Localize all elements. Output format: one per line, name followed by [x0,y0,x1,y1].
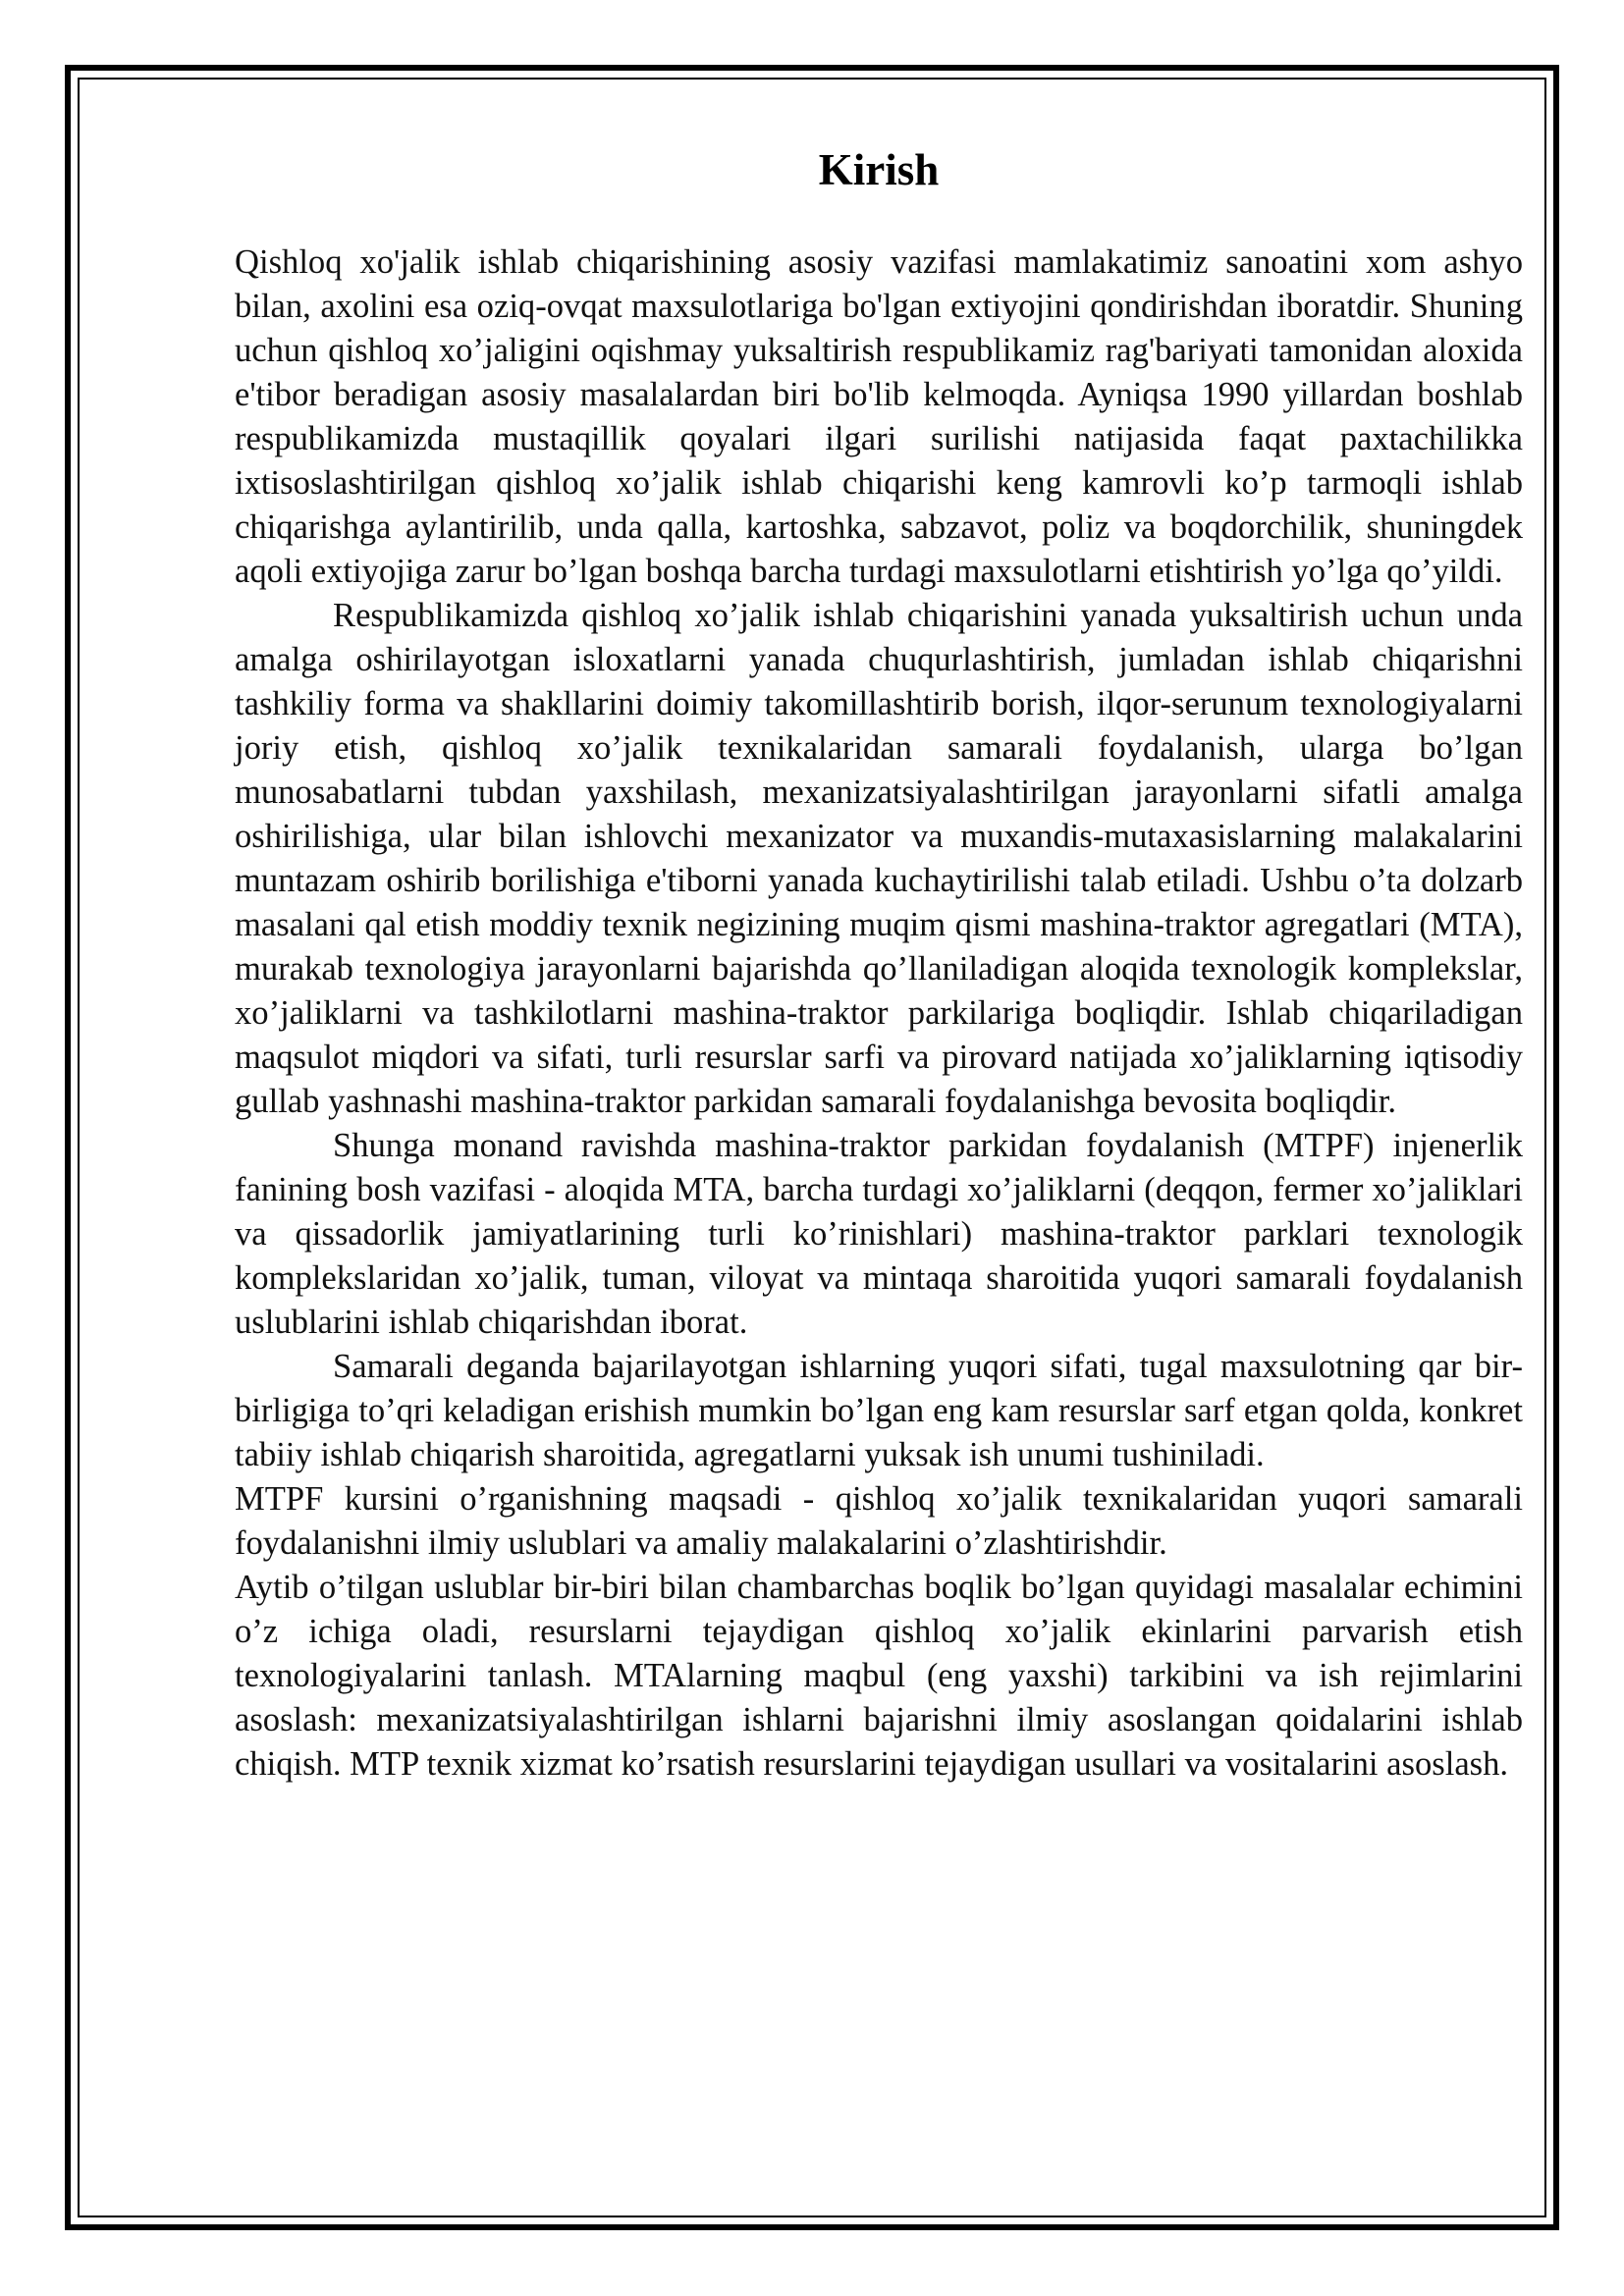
paragraph-3: Shunga monand ravishda mashina-traktor parkidan foydalanish (MTPF) injenerlik fanining bosh vazifasi - aloqida MTA, barcha turdagi xo’jaliklarni (deqqon, fermer xo’jaliklari va qissadorlik jamiyatlarining turli ko’rinishlari) mashina-traktor parklari texnologik komplekslaridan xo’jalik, tuman, viloyat va mintaqa sharoitida yuqori samarali foydalanish uslublarini ishlab chiqarishdan iborat. [235,1127,1523,1341]
paragraph-2: Respublikamizda qishloq xo’jalik ishlab chiqarishini yanada yuksaltirish uchun unda amalga oshirilayotgan isloxatlarni yanada chuqurlashtirish, jumladan ishlab chiqarishni tashkiliy forma va shakllarini doimiy takomillashtirib borish, ilqor-serunum texnologiyalarni joriy etish, qishloq xo’jalik texnikalaridan samarali foydalanish, ularga bo’lgan munosabatlarni tubdan yaxshilash, mexanizatsiyalashtirilgan jarayonlarni sifatli amalga oshirilishiga, ular bilan ishlovchi mexanizator va muxandis-mutaxasislarning malakalarini muntazam oshirib borilishiga e'tiborni yanada kuchaytirilishi talab etiladi. Ushbu o’ta dolzarb masalani qal etish moddiy texnik negizining muqim qismi mashina-traktor agregatlari (MTA), murakab texnologiya jarayonlarni bajarishda qo’llaniladigan aloqida texnologik komplekslar, xo’jaliklarni va tashkilotlarni mashina-traktor parkilariga boqliqdir. Ishlab chiqariladigan maqsulot miqdori va sifati, turli resurslar sarfi va pirovard natijada xo’jaliklarning iqtisodiy gullab yashnashi mashina-traktor parkidan samarali foydalanishga bevosita boqliqdir. [235,597,1523,1120]
paragraph-6: Aytib o’tilgan uslublar bir-biri bilan chambarchas boqlik bo’lgan quyidagi masalalar echimini o’z ichiga oladi, resurslarni tejaydigan qishloq xo’jalik ekinlarini parvarish etish texnologiyalarini tanlash. MTAlarning maqbul (eng yaxshi) tarkibini va ish rejimlarini asoslash: mexanizatsiyalashtirilgan ishlarni bajarishni ilmiy asoslangan qoidalarini ishlab chiqish. MTP texnik xizmat ko’rsatish resurslarini tejaydigan usullari va vositalarini asoslash. [235,1569,1523,1783]
document-title: Kirish [818,145,940,194]
paragraph-5: MTPF kursini o’rganishning maqsadi - qishloq xo’jalik texnikalaridan yuqori samarali foydalanishni ilmiy uslublari va amaliy malakalarini o’zlashtirishdir. [235,1480,1523,1562]
paragraph-4: Samarali deganda bajarilayotgan ishlarning yuqori sifati, tugal maxsulotning qar bir-birligiga to’qri keladigan erishish mumkin bo’lgan eng kam resurslar sarf etgan qolda, konkret tabiiy ishlab chiqarish sharoitida, agregatlarni yuksak ish unumi tushiniladi. [235,1348,1523,1473]
paragraph-1: Qishloq xo'jalik ishlab chiqarishining asosiy vazifasi mamlakatimiz sanoatini xom ashyo bilan, axolini esa oziq-ovqat maxsulotlariga bo'lgan extiyojini qondirishdan iboratdir. Shuning uchun qishloq xo’jaligini oqishmay yuksaltirish respublikamiz rag'bariyati tamonidan aloxida e'tibor beradigan asosiy masalalardan biri bo'lib kelmoqda. Ayniqsa 1990 yillardan boshlab respublikamizda mustaqillik qoyalari ilgari surilishi natijasida faqat paxtachilikka ixtisoslashtirilgan qishloq xo’jalik ishlab chiqarishi keng kamrovli ko’p tarmoqli ishlab chiqarishga aylantirilib, unda qalla, kartoshka, sabzavot, poliz va boqdorchilik, shuningdek aqoli extiyojiga zarur bo’lgan boshqa barcha turdagi maxsulotlarni etishtirish yo’lga qo’yildi. [235,243,1523,590]
document-body [235,145,1523,1787]
